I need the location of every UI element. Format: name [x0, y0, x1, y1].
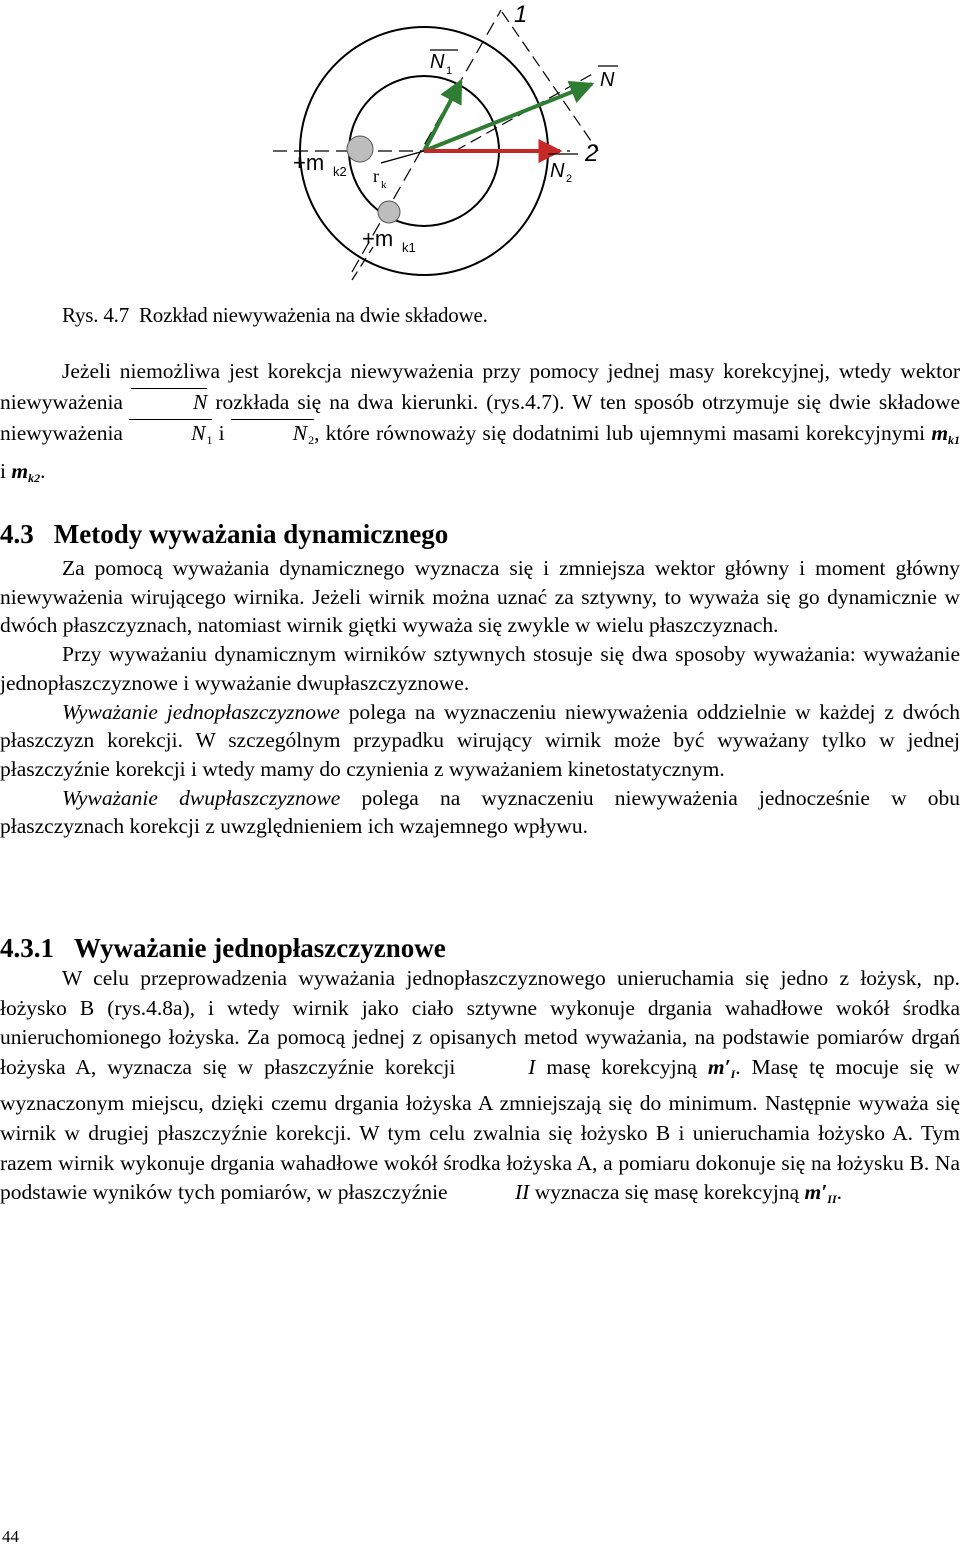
svg-text:2: 2 [566, 173, 573, 185]
term-single-plane: Wyważanie jednopłaszczyznowe [62, 699, 340, 724]
svg-text:+m: +m [293, 150, 325, 175]
caption-text: Rozkład niewyważenia na dwie składowe. [139, 303, 488, 327]
section-4-3-paragraph-3: Wyważanie jednopłaszczyznowe polega na wyznaczeniu niewyważenia oddzielnie w każdej z dwóch płaszczyzn korekcji. W szczególnym przypadku wirujący wirnik może być wyważany tylko w jednej płaszczyźnie korekcji i wtedy mamy do czynienia z wyważaniem kinetostatycznym. [0, 699, 960, 781]
svg-text:N: N [600, 69, 615, 91]
svg-text:+m: +m [362, 226, 394, 251]
label-mk1 [362, 226, 416, 255]
intro-text-2: rozkłada się na dwa kierunki. (rys.4.7). W ten sposób otrzymuje się dwie składowe niewyważenia [0, 390, 960, 445]
section-4-3-1 [0, 932, 960, 1215]
label-plane-2: 2 [585, 140, 599, 167]
section-4-3-paragraph-2: Przy wyważaniu dynamicznym wirników sztywnych stosuje się dwa sposoby wyważania: wyważanie jednopłaszczyznowe i wyważanie dwupłaszczyznowe. [0, 642, 960, 695]
intro-text-4: , które równoważy się dodatnimi lub ujemnymi masami korekcyjnymi [314, 421, 926, 445]
symbol-m-prime-i: $m'_I$ [707, 1054, 736, 1081]
svg-text:N: N [430, 51, 445, 73]
symbol-n2: $N_2$ [231, 418, 314, 456]
symbol-mk2: $m_{k2}$ [11, 459, 41, 485]
section-4-3-paragraph-4: Wyważanie dwupłaszczyznowe polega na wyznaczeniu niewyważenia jednocześnie w obu płaszczyznach korekcji z uwzględnieniem ich wzajemnego wpływu. [0, 785, 960, 839]
label-n [598, 66, 618, 91]
section-4-3-title: Metody wyważania dynamicznego [53, 519, 449, 549]
label-n2 [548, 154, 578, 185]
symbol-n1: $N_1$ [129, 418, 212, 456]
intro-text-3: i [218, 421, 225, 445]
parallel-line-n2 [502, 12, 598, 151]
page-number: 44 [2, 1527, 19, 1546]
symbol-m-prime-ii: $m'_{II}$ [804, 1180, 837, 1207]
svg-text:k1: k1 [402, 240, 416, 255]
section-4-3-1-title: Wyważanie jednopłaszczyznowe [74, 933, 446, 963]
svg-text:r: r [373, 166, 379, 186]
mass-mk2 [347, 136, 373, 162]
plane-ii-label: II [514, 1180, 530, 1205]
label-n1 [430, 50, 458, 77]
section-4-3-paragraph-1: Za pomocą wyważania dynamicznego wyznacza się i zmniejsza wektor główny i moment główny niewyważenia wirującego wirnika. Jeżeli wirnik można uznać za sztywny, to wyważa się go dynamicznie w dwóch płaszczyznach, natomiast wirnik giętki wyważa się zwykle w wielu płaszczyznach. [0, 556, 960, 638]
caption-number: Rys. 4.7 [62, 303, 129, 327]
figure-caption [62, 303, 488, 328]
vector-n [424, 84, 592, 151]
intro-paragraph: Jeżeli niemożliwa jest korekcja niewyważenia przy pomocy jednej masy korekcyjnej, wtedy wektor niewyważenia N rozkłada się na dwa kierunki. (rys.4.7). W ten sposób otrzymuje się dwie składowe niewyważenia $N_1$ i $N_2$, które równoważy się dodatnimi lub ujemnymi masami korekcyjnymi $m_{k1}$ i $m_{k2}$. [0, 359, 960, 485]
section-4-3-1-number: 4.3.1 [0, 933, 54, 963]
svg-text:k: k [381, 179, 387, 191]
intro-text-1: Jeżeli niemożliwa jest korekcja niewyważenia przy pomocy jednej masy korekcyjnej, wtedy wektor niewyważenia [0, 359, 960, 414]
symbol-n: N [131, 387, 207, 418]
section-4-3-1-heading [0, 932, 960, 964]
section-4-3-heading [0, 518, 960, 550]
unbalance-decomposition-figure [0, 0, 960, 300]
section-4-3-1-paragraph: W celu przeprowadzenia wyważania jednopłaszczyznowego unieruchamia się jedno z łożysk, np. łożysko B (rys.4.8a), i wtedy wirnik jako ciało sztywne wykonuje drgania wahadłowe wokół środka unieruchomionego łożyska. Za pomocą jednej z opisanych metod wyważania, na podstawie pomiarów drgań łożyska A, wyznacza się w płaszczyźnie korekcji I masę korekcyjną $m'_I$. Masę tę mocuje się w wyznaczonym miejscu, dzięki czemu drgania łożyska A zmniejszają się do minimum. Następnie wyważa się wirnik w drugiej płaszczyźnie korekcji. W tym celu zwalnia się łożysko B i unieruchamia łożysko A. Tym razem wirnik wykonuje drgania wahadłowe wokół środka łożyska A, a pomiaru dokonuje się na łożysku B. Na podstawie wyników tych pomiarów, w płaszczyźnie II wyznacza się masę korekcyjną $m'_{II}$. [0, 966, 960, 1207]
intro-paragraph-block [0, 356, 960, 494]
intro-text-5: i [0, 459, 6, 483]
label-rk [373, 166, 387, 191]
symbol-mk1: $m_{k1}$ [931, 421, 960, 447]
label-plane-1: 1 [514, 1, 528, 28]
mass-mk1 [378, 201, 400, 223]
svg-text:k2: k2 [333, 164, 347, 179]
section-4-3-number: 4.3 [0, 519, 34, 549]
term-two-plane: Wyważanie dwupłaszczyznowe [62, 785, 341, 810]
section-4-3 [0, 518, 960, 841]
plane-i-label: I [528, 1054, 536, 1079]
svg-text:N: N [550, 160, 565, 182]
svg-text:1: 1 [446, 65, 453, 77]
label-mk2 [293, 150, 347, 179]
